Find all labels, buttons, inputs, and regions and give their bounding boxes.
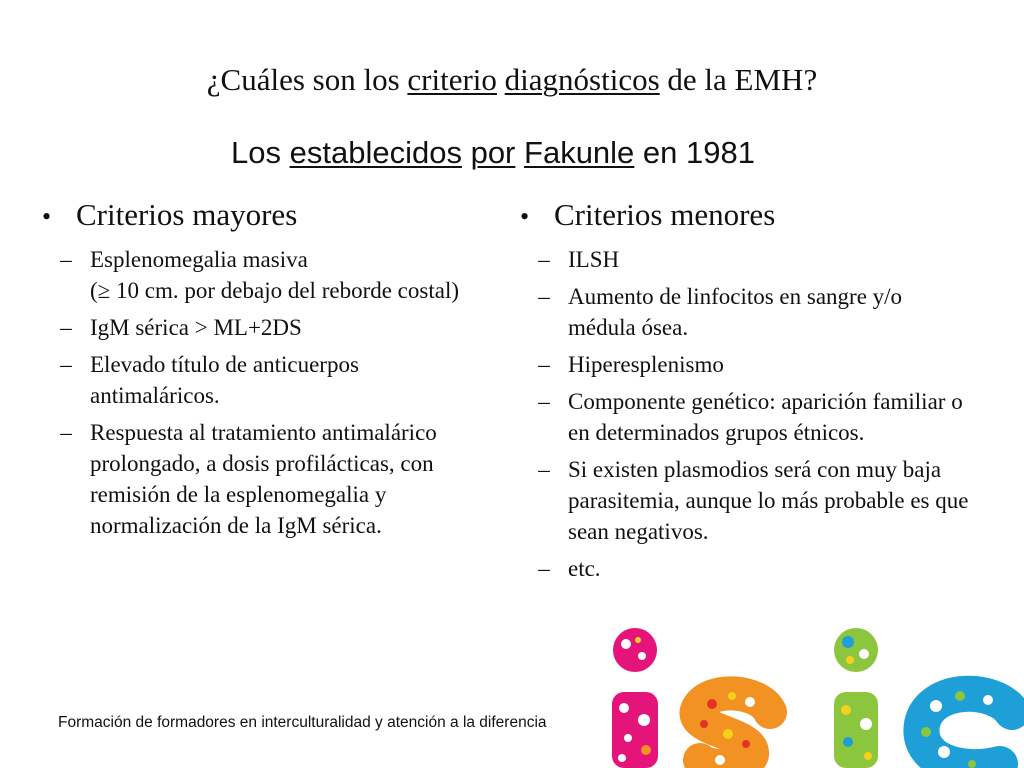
dash-icon: – bbox=[538, 284, 550, 309]
list-item-text: Esplenomegalia masiva (≥ 10 cm. por debajo del reborde costal) bbox=[90, 247, 459, 303]
subtitle-space-2 bbox=[515, 135, 524, 170]
list-item bbox=[42, 417, 482, 541]
list-item-text: Hiperesplenismo bbox=[568, 352, 724, 377]
dash-icon: – bbox=[60, 247, 72, 272]
list-item bbox=[520, 454, 970, 547]
list-item bbox=[520, 553, 970, 584]
major-criteria-heading-text: Criterios mayores bbox=[76, 197, 298, 232]
dash-icon: – bbox=[538, 389, 550, 414]
dash-icon: – bbox=[538, 352, 550, 377]
title-space bbox=[497, 62, 505, 97]
dash-icon: – bbox=[538, 247, 550, 272]
subtitle-underlined-establecidos: establecidos bbox=[289, 135, 462, 170]
list-item-text: Componente genético: aparición familiar o en determinados grupos étnicos. bbox=[568, 389, 963, 445]
list-item-text: ILSH bbox=[568, 247, 620, 272]
dash-icon: – bbox=[60, 420, 72, 445]
list-item-text: Si existen plasmodios será con muy baja parasitemia, aunque lo más probable es que sean negativos. bbox=[568, 457, 969, 544]
minor-criteria-list bbox=[520, 244, 970, 584]
bullet-icon: • bbox=[42, 202, 52, 231]
list-item bbox=[520, 281, 970, 343]
major-criteria-heading bbox=[42, 196, 482, 236]
dash-icon: – bbox=[538, 457, 550, 482]
bullet-icon: • bbox=[520, 202, 530, 231]
list-item bbox=[42, 349, 482, 411]
major-criteria-column bbox=[42, 196, 482, 547]
subtitle-underlined-por: por bbox=[470, 135, 516, 170]
logo-shape bbox=[613, 628, 657, 672]
list-item bbox=[42, 312, 482, 343]
footer-caption: Formación de formadores en interculturalidad y atención a la diferencia bbox=[58, 714, 547, 731]
dash-icon: – bbox=[60, 315, 72, 340]
slide-title bbox=[0, 60, 1024, 100]
logo-shape bbox=[834, 628, 878, 672]
title-underlined-diagnosticos: diagnósticos bbox=[504, 62, 660, 97]
title-underlined-criterio: criterio bbox=[407, 62, 497, 97]
list-item bbox=[520, 386, 970, 448]
list-item-text: Respuesta al tratamiento antimalárico prolongado, a dosis profilácticas, con remisión de la esplenomegalia y normalización de la IgM sérica. bbox=[90, 420, 437, 538]
subtitle-underlined-fakunle: Fakunle bbox=[524, 135, 635, 170]
list-item bbox=[520, 244, 970, 275]
major-criteria-list bbox=[42, 244, 482, 541]
subtitle-space-1 bbox=[462, 135, 471, 170]
list-item bbox=[520, 349, 970, 380]
list-item bbox=[42, 244, 482, 306]
list-item-text: etc. bbox=[568, 556, 601, 581]
subtitle-part-1: Los bbox=[231, 135, 290, 170]
colorful-dotted-logo-icon bbox=[600, 620, 1024, 768]
title-part-3: de la EMH? bbox=[659, 62, 818, 97]
list-item-text: IgM sérica > ML+2DS bbox=[90, 315, 302, 340]
dash-icon: – bbox=[538, 556, 550, 581]
slide-subtitle bbox=[0, 133, 986, 173]
list-item-text: Elevado título de anticuerpos antimaláricos. bbox=[90, 352, 359, 408]
minor-criteria-heading-text: Criterios menores bbox=[554, 197, 776, 232]
minor-criteria-column bbox=[520, 196, 970, 590]
subtitle-part-4: en 1981 bbox=[634, 135, 755, 170]
minor-criteria-heading bbox=[520, 196, 970, 236]
list-item-text: Aumento de linfocitos en sangre y/o médula ósea. bbox=[568, 284, 903, 340]
title-part-1: ¿Cuáles son los bbox=[206, 62, 408, 97]
dash-icon: – bbox=[60, 352, 72, 377]
